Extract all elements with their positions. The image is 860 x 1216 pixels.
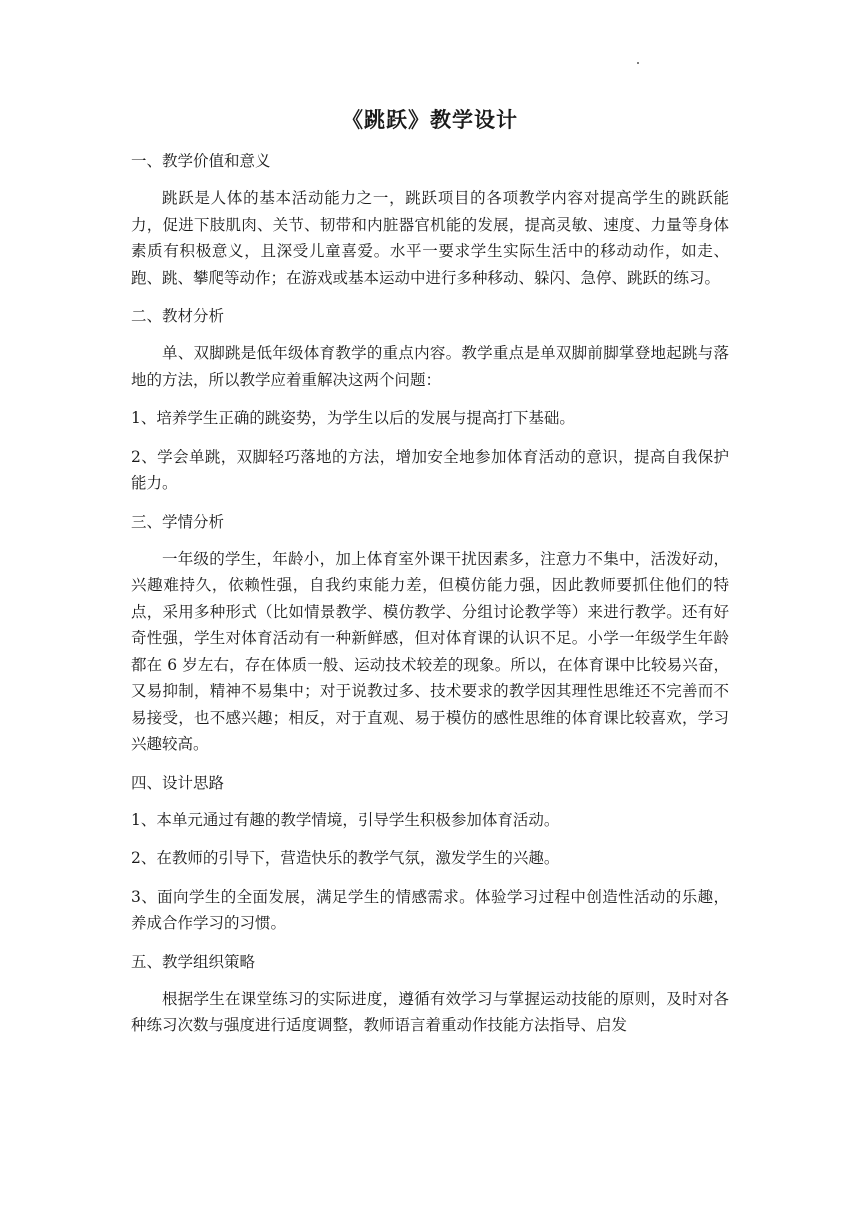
- section-students-paragraph: 一年级的学生，年龄小，加上体育室外课干扰因素多，注意力不集中，活泼好动，兴趣难持久，依赖性强，自我约束能力差，但模仿能力强，因此教师要抓住他们的特点，采用多种形式（比如情景教学、模仿教学、分组讨论教学等）来进行教学。还有好奇性强，学生对体育活动有一种新鲜感，但对体育课的认识不足。小学一年级学生年龄都在 6 岁左右，存在体质一般、运动技术较差的现象。所以，在体育课中比较易兴奋，又易抑制，精神不易集中；对于说教过多、技术要求的教学因其理性思维还不完善而不易接受，也不感兴趣；相反，对于直观、易于模仿的感性思维的体育课比较喜欢，学习兴趣较高。: [131, 549, 729, 753]
- corner-dot-mark: [637, 62, 639, 64]
- section-heading-value: 一、教学价值和意义: [131, 152, 271, 170]
- section-heading-design: 四、设计思路: [131, 773, 225, 792]
- list-item: 1、本单元通过有趣的教学情境，引导学生积极参加体育活动。: [131, 810, 560, 829]
- section-material-paragraph: 单、双脚跳是低年级体育教学的重点内容。教学重点是单双脚前脚掌登地起跳与落地的方法，所以教学应着重解决这两个问题：: [131, 344, 729, 389]
- section-strategy-paragraph: 根据学生在课堂练习的实际进度，遵循有效学习与掌握运动技能的原则，及时对各种练习次数与强度进行适度调整，教师语言着重动作技能方法指导、启发: [131, 989, 729, 1034]
- section-value-paragraph: 跳跃是人体的基本活动能力之一，跳跃项目的各项教学内容对提高学生的跳跃能力，促进下肢肌肉、关节、韧带和内脏器官机能的发展，提高灵敏、速度、力量等身体素质有积极意义，且深受儿童喜爱。水平一要求学生实际生活中的移动动作，如走、跑、跳、攀爬等动作；在游戏或基本运动中进行多种移动、躲闪、急停、跳跃的练习。: [131, 189, 729, 287]
- section-heading-strategy: 五、教学组织策略: [131, 952, 256, 971]
- list-item: 2、在教师的引导下，营造快乐的教学气氛，激发学生的兴趣。: [131, 849, 560, 867]
- list-item: 1、培养学生正确的跳姿势，为学生以后的发展与提高打下基础。: [131, 409, 575, 427]
- section-heading-students: 三、学情分析: [131, 512, 225, 531]
- list-item: 2、学会单跳，双脚轻巧落地的方法，增加安全地参加体育活动的意识，提高自我保护能力。: [131, 447, 729, 492]
- document-title: 《跳跃》教学设计: [342, 107, 518, 132]
- list-item: 3、面向学生的全面发展，满足学生的情感需求。体验学习过程中创造性活动的乐趣，养成合作学习的习惯。: [131, 887, 729, 932]
- document-body: [131, 100, 729, 1051]
- section-heading-material: 二、教材分析: [131, 307, 225, 325]
